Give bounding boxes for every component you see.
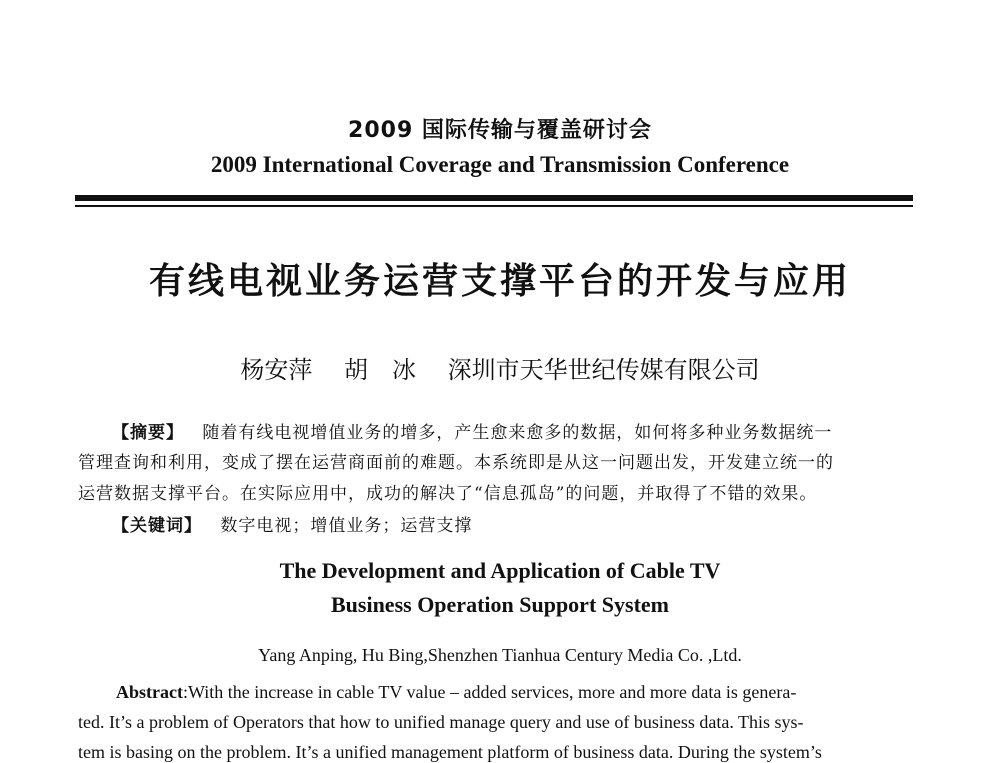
conference-title-en: 2009 International Coverage and Transmission Conference (210, 152, 790, 177)
abstract-cn-label: 【摘要】 (112, 423, 184, 443)
abstract-cn-line-2: 管理查询和利用，变成了摆在运营商面前的难题。本系统即是从这一问题出发，开发建立统一的 (78, 453, 834, 473)
author-2-cn: 胡 冰 (344, 356, 416, 384)
abstract-en-label: Abstract (116, 682, 183, 702)
abstract-cn-line-3: 运营数据支撑平台。在实际应用中，成功的解决了“信息孤岛”的问题，并取得了不错的效果。 (78, 484, 818, 504)
header-rule-thin (75, 205, 913, 207)
abstract-en-text-1: :With the increase in cable TV value – added services, more and more data is genera- (182, 682, 797, 702)
affiliation-cn: 深圳市天华世纪传媒有限公司 (447, 356, 760, 384)
conference-title-cn: 2009 国际传输与覆盖研讨会 (348, 118, 652, 143)
abstract-en-line-2: ted. It’s a problem of Operators that how to unified manage query and use of business data. This sys- (78, 712, 804, 732)
authors-cn (0, 350, 1000, 385)
authors-en: Yang Anping, Hu Bing,Shenzhen Tianhua Century Media Co. ,Ltd. (258, 645, 742, 665)
abstract-cn-text-1: 随着有线电视增值业务的增多，产生愈来愈多的数据，如何将多种业务数据统一 (202, 423, 833, 443)
author-1-cn: 杨安萍 (240, 356, 313, 384)
abstract-en-line-3: tem is basing on the problem. It’s a unified management platform of business data. During the system’s (78, 742, 822, 762)
paper-title-en-line-1: The Development and Application of Cable TV (279, 558, 721, 583)
keywords-cn-label: 【关键词】 (112, 516, 202, 536)
header-rule-thick (75, 195, 913, 201)
keywords-cn (78, 511, 918, 536)
paper-title-cn: 有线电视业务运营支撑平台的开发与应用 (148, 261, 851, 302)
paper-title-en-line-2: Business Operation Support System (330, 592, 669, 617)
abstract-cn-line-1 (78, 418, 918, 443)
abstract-en-line-1 (78, 682, 918, 703)
keywords-cn-text: 数字电视；增值业务；运营支撑 (220, 516, 473, 536)
